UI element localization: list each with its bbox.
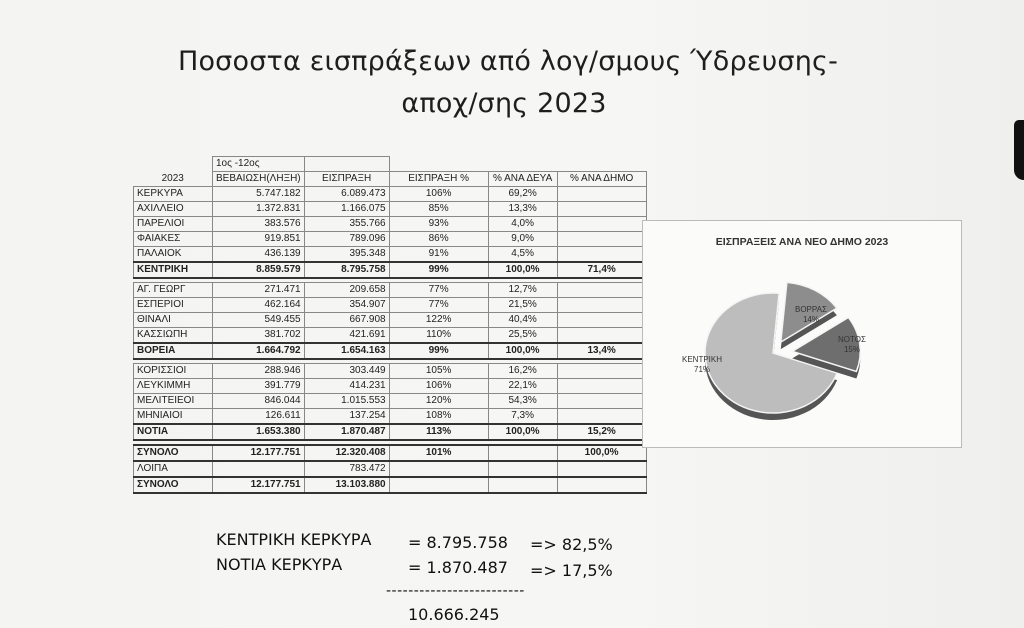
cell-dimo: 15,2% xyxy=(557,424,646,440)
cell-deya xyxy=(488,477,557,493)
cell-dimo: 71,4% xyxy=(557,262,646,278)
cell-deya: 12,7% xyxy=(488,283,557,298)
cell-deya: 4,5% xyxy=(488,247,557,263)
cell-deya: 22,1% xyxy=(488,379,557,394)
table-row xyxy=(134,409,647,425)
cell-pct: 77% xyxy=(389,283,488,298)
cell-deya: 25,5% xyxy=(488,328,557,344)
cell-deya xyxy=(488,445,557,461)
cell-eis: 414.231 xyxy=(304,379,389,394)
cell-pct: 106% xyxy=(389,187,488,202)
table-total-row xyxy=(134,477,647,493)
cell-bev: 846.044 xyxy=(213,394,305,409)
table-total-row xyxy=(134,424,647,440)
cell-eis: 1.015.553 xyxy=(304,394,389,409)
cell-bev: 436.139 xyxy=(213,247,305,263)
cell-eis: 303.449 xyxy=(304,364,389,379)
cell-bev: 271.471 xyxy=(213,283,305,298)
cell-bev: 8.859.579 xyxy=(213,262,305,278)
col-header-assessed: ΒΕΒΑΙΩΣΗ(ΛΗΞΗ) xyxy=(213,172,305,187)
cell-pct: 91% xyxy=(389,247,488,263)
cell-name: ΘΙΝΑΛΙ xyxy=(134,313,213,328)
cell-deya: 54,3% xyxy=(488,394,557,409)
cell-deya: 4,0% xyxy=(488,217,557,232)
col-header-pct-deya: % ΑΝΑ ΔΕΥΑ xyxy=(488,172,557,187)
cell-name: ΣΥΝΟΛΟ xyxy=(134,477,213,493)
cell-eis: 395.348 xyxy=(304,247,389,263)
revenue-table xyxy=(133,156,647,494)
summary-south-value: = 1.870.487 xyxy=(408,558,508,577)
cell-bev: 391.779 xyxy=(213,379,305,394)
cell-deya xyxy=(488,461,557,477)
cell-eis: 354.907 xyxy=(304,298,389,313)
cell-eis: 209.658 xyxy=(304,283,389,298)
cell-dimo xyxy=(557,217,646,232)
cell-name: ΦΑΙΑΚΕΣ xyxy=(134,232,213,247)
table-row xyxy=(134,283,647,298)
col-header-collected-pct: ΕΙΣΠΡΑΞΗ % xyxy=(389,172,488,187)
table-row xyxy=(134,202,647,217)
cell-eis: 667.908 xyxy=(304,313,389,328)
cell-pct: 86% xyxy=(389,232,488,247)
summary-central-label: ΚΕΝΤΡΙΚΗ ΚΕΡΚΥΡΑ xyxy=(216,530,372,549)
cell-eis: 12.320.408 xyxy=(304,445,389,461)
cell-pct: 108% xyxy=(389,409,488,425)
cell-bev: 462.164 xyxy=(213,298,305,313)
column-header-row xyxy=(134,172,647,187)
cell-name: ΜΗΝΙΑΙΟΙ xyxy=(134,409,213,425)
cell-name: ΚΑΣΣΙΩΠΗ xyxy=(134,328,213,344)
cell-bev: 549.455 xyxy=(213,313,305,328)
cell-deya: 100,0% xyxy=(488,262,557,278)
cell-pct: 110% xyxy=(389,328,488,344)
cell-pct: 122% xyxy=(389,313,488,328)
cell-bev: 381.702 xyxy=(213,328,305,344)
cell-dimo xyxy=(557,379,646,394)
cell-pct xyxy=(389,477,488,493)
cell-pct: 93% xyxy=(389,217,488,232)
table-total-row xyxy=(134,445,647,461)
cell-bev: 126.611 xyxy=(213,409,305,425)
cell-bev: 288.946 xyxy=(213,364,305,379)
cell-name: ΠΑΡΕΛΙΟΙ xyxy=(134,217,213,232)
cell-name: ΛΟΙΠΑ xyxy=(134,461,213,477)
cell-dimo xyxy=(557,313,646,328)
pie-label-south: ΝΟΤΟΣ 15% xyxy=(838,335,866,354)
table-row xyxy=(134,328,647,344)
page-title-line-1: Ποσοστα εισπράξεων από λογ/σμους Ύδρευσης- xyxy=(177,46,839,77)
cell-bev: 1.664.792 xyxy=(213,343,305,359)
table-row xyxy=(134,232,647,247)
cell-name: ΚΕΡΚΥΡΑ xyxy=(134,187,213,202)
cell-deya: 21,5% xyxy=(488,298,557,313)
cell-name: ΠΑΛΑΙΟΚ xyxy=(134,247,213,263)
pie-label-north: ΒΟΡΡΑΣ 14% xyxy=(795,305,827,324)
pie-chart-panel xyxy=(642,220,962,448)
cell-pct: 99% xyxy=(389,343,488,359)
cell-pct: 77% xyxy=(389,298,488,313)
cell-name: ΚΕΝΤΡΙΚΗ xyxy=(134,262,213,278)
summary-central-value: = 8.795.758 xyxy=(408,533,508,552)
cell-deya: 69,2% xyxy=(488,187,557,202)
cell-eis: 783.472 xyxy=(304,461,389,477)
cell-name: ΑΧΙΛΛΕΙΟ xyxy=(134,202,213,217)
period-label: 1ος -12ος xyxy=(213,157,305,172)
cell-dimo xyxy=(557,394,646,409)
cell-bev: 919.851 xyxy=(213,232,305,247)
cell-eis: 1.870.487 xyxy=(304,424,389,440)
table-total-row xyxy=(134,262,647,278)
cell-name: ΝΟΤΙΑ xyxy=(134,424,213,440)
table-row xyxy=(134,298,647,313)
pie-label-central: ΚΕΝΤΡΙΚΗ 71% xyxy=(682,355,723,374)
period-header-row xyxy=(134,157,647,172)
page-title-line-2: αποχ/σης 2023 xyxy=(401,88,607,119)
table-row xyxy=(134,379,647,394)
cell-pct xyxy=(389,461,488,477)
cell-eis: 421.691 xyxy=(304,328,389,344)
cell-bev: 12.177.751 xyxy=(213,445,305,461)
summary-south-pct: => 17,5% xyxy=(530,561,613,580)
cell-dimo xyxy=(557,409,646,425)
cell-pct: 85% xyxy=(389,202,488,217)
cell-name: ΜΕΛΙΤΕΙΕΟΙ xyxy=(134,394,213,409)
cell-eis: 355.766 xyxy=(304,217,389,232)
cell-pct: 105% xyxy=(389,364,488,379)
table-total-row xyxy=(134,343,647,359)
table-row xyxy=(134,461,647,477)
cell-eis: 1.166.075 xyxy=(304,202,389,217)
col-header-year: 2023 xyxy=(161,172,184,184)
cell-name: ΕΣΠΕΡΙΟΙ xyxy=(134,298,213,313)
cell-name: ΛΕΥΚΙΜΜΗ xyxy=(134,379,213,394)
cell-name: ΣΥΝΟΛΟ xyxy=(134,445,213,461)
cell-deya: 16,2% xyxy=(488,364,557,379)
cell-eis: 8.795.758 xyxy=(304,262,389,278)
cell-dimo xyxy=(557,364,646,379)
summary-separator: ------------------------- xyxy=(386,583,525,599)
cell-name: ΒΟΡΕΙΑ xyxy=(134,343,213,359)
cell-dimo: 13,4% xyxy=(557,343,646,359)
col-header-pct-dimo: % ΑΝΑ ΔΗΜΟ xyxy=(557,172,646,187)
cell-bev: 5.747.182 xyxy=(213,187,305,202)
cell-pct: 101% xyxy=(389,445,488,461)
cell-dimo xyxy=(557,202,646,217)
table-row xyxy=(134,313,647,328)
cell-dimo xyxy=(557,232,646,247)
cell-eis: 6.089.473 xyxy=(304,187,389,202)
cell-deya: 100,0% xyxy=(488,343,557,359)
table-row xyxy=(134,394,647,409)
cell-pct: 106% xyxy=(389,379,488,394)
page-corner-shadow xyxy=(1014,120,1024,180)
cell-bev: 1.372.831 xyxy=(213,202,305,217)
table-row xyxy=(134,217,647,232)
cell-eis: 13.103.880 xyxy=(304,477,389,493)
cell-dimo xyxy=(557,247,646,263)
cell-dimo xyxy=(557,328,646,344)
cell-eis: 1.654.163 xyxy=(304,343,389,359)
cell-bev xyxy=(213,461,305,477)
cell-dimo xyxy=(557,298,646,313)
table-row xyxy=(134,364,647,379)
cell-bev: 12.177.751 xyxy=(213,477,305,493)
cell-deya: 9,0% xyxy=(488,232,557,247)
summary-total: 10.666.245 xyxy=(408,605,500,624)
col-header-collected: ΕΙΣΠΡΑΞΗ xyxy=(304,172,389,187)
cell-dimo xyxy=(557,283,646,298)
cell-bev: 1.653.380 xyxy=(213,424,305,440)
summary-central-pct: => 82,5% xyxy=(530,535,613,554)
pie-chart xyxy=(643,221,961,447)
cell-dimo xyxy=(557,187,646,202)
cell-name: ΑΓ. ΓΕΩΡΓ xyxy=(134,283,213,298)
cell-dimo xyxy=(557,461,646,477)
cell-pct: 99% xyxy=(389,262,488,278)
cell-pct: 113% xyxy=(389,424,488,440)
cell-deya: 7,3% xyxy=(488,409,557,425)
summary-south-label: ΝΟΤΙΑ ΚΕΡΚΥΡΑ xyxy=(216,555,343,574)
cell-deya: 40,4% xyxy=(488,313,557,328)
cell-eis: 789.096 xyxy=(304,232,389,247)
cell-dimo: 100,0% xyxy=(557,445,646,461)
cell-dimo xyxy=(557,477,646,493)
cell-deya: 13,3% xyxy=(488,202,557,217)
cell-bev: 383.576 xyxy=(213,217,305,232)
cell-pct: 120% xyxy=(389,394,488,409)
cell-deya: 100,0% xyxy=(488,424,557,440)
cell-name: ΚΟΡΙΣΣΙΟΙ xyxy=(134,364,213,379)
table-row xyxy=(134,247,647,263)
cell-eis: 137.254 xyxy=(304,409,389,425)
table-row xyxy=(134,187,647,202)
chart-title: ΕΙΣΠΡΑΞΕΙΣ ΑΝΑ ΝΕΟ ΔΗΜΟ 2023 xyxy=(715,236,889,248)
